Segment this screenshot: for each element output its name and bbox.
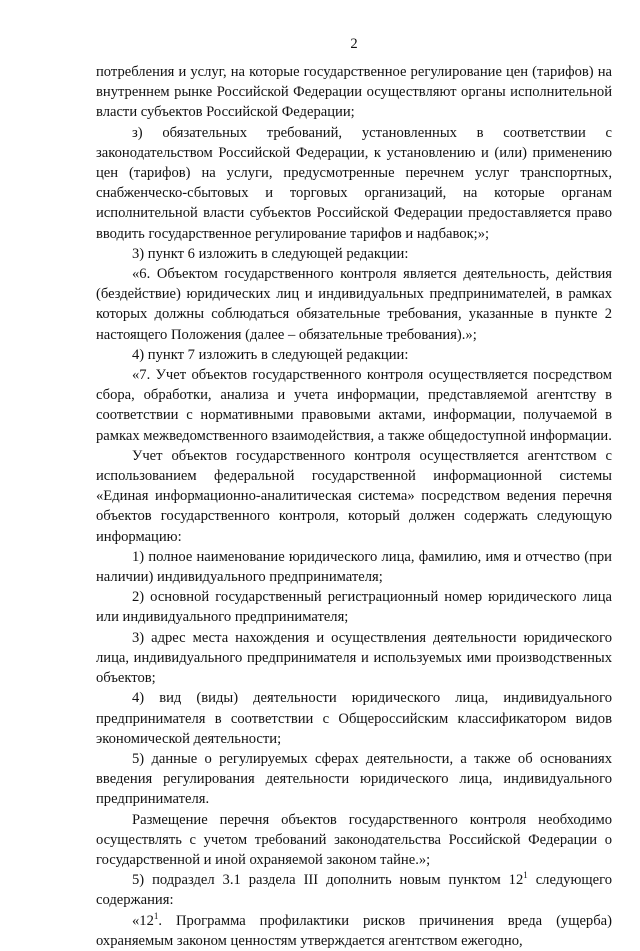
- paragraph-continuation: потребления и услуг, на которые государственное регулирование цен (тарифов) на внутреннем рынке Российской Федерации осуществляют органы исполнительной власти субъектов Российской Федерации;: [96, 64, 612, 121]
- point-12-1-superscript: 1: [153, 910, 159, 921]
- paragraph-point-6: «6. Объектом государственного контроля является деятельность, действия (бездействие) юридических лиц и индивидуальных предпринимателей, в рамках которых должны соблюдаться обязательные требования, указанные в пункте 2 настоящего Положения (далее – обязательные требования).»;: [96, 266, 612, 343]
- paragraph-point-7: «7. Учет объектов государственного контроля осуществляется посредством сбора, обработки, анализа и учета информации, представляемой агентству в соответствии с нормативными правовыми актами, информации, получаемой в рамках межведомственного взаимодействия, а также общедоступной информации.: [96, 367, 612, 444]
- list-item-1: 1) полное наименование юридического лица, фамилию, имя и отчество (при наличии) индивидуального предпринимателя;: [96, 548, 612, 586]
- item-5-text-after: следующего содержания:: [96, 872, 613, 909]
- page-number: 2: [350, 36, 358, 52]
- list-item-5: 5) данные о регулируемых сферах деятельности, а также об основаниях введения регулирования деятельности юридического лица, индивидуального предпринимателя.: [96, 750, 612, 808]
- paragraph-accounting: Учет объектов государственного контроля осуществляется агентством с использованием федеральной государственной информационной системы «Единая информационно-аналитическая система» посредством ведения перечня объектов государственного контроля, который должен содержать следующую информацию:: [96, 447, 612, 545]
- item-5-text-before: 5) подраздел 3.1 раздела III дополнить новым пунктом 12: [132, 872, 524, 889]
- paragraph-point-12-1: [96, 911, 612, 951]
- paragraph-item-3: 3) пункт 6 изложить в следующей редакции:: [132, 245, 409, 262]
- paragraph-item-4: 4) пункт 7 изложить в следующей редакции:: [132, 346, 409, 363]
- point-12-1-text-before: «12: [132, 912, 154, 929]
- point-12-1-text-after: . Программа профилактики рисков причинения вреда (ущерба) охраняемым законом ценностям утверждается агентством ежегодно,: [96, 912, 612, 949]
- paragraph-item-5: [96, 870, 612, 910]
- item-5-superscript: 1: [523, 870, 528, 881]
- list-item-3: 3) адрес места нахождения и осуществления деятельности юридического лица, индивидуального предпринимателя и используемых ими производственных объектов;: [96, 629, 612, 687]
- document-page: [96, 0, 612, 951]
- paragraph-item-z: з) обязательных требований, установленных в соответствии с законодательством Российской Федерации, к установлению и (или) применению цен (тарифов) на услуги, предусмотренные перечнем услуг транспортных, снабженческо-сбытовых и торговых организаций, на которые органам исполнительной власти субъектов Российской Федерации предоставляется право вводить государственное регулирование тарифов и надбавок;»;: [96, 124, 612, 242]
- paragraph-publication: Размещение перечня объектов государственного контроля необходимо осуществлять с учетом требований законодательства Российской Федерации о государственной и иной охраняемой законом тайне.»;: [96, 811, 612, 868]
- list-item-4: 4) вид (виды) деятельности юридического лица, индивидуального предпринимателя в соответствии с Общероссийским классификатором видов экономической деятельности;: [96, 690, 612, 747]
- list-item-2: 2) основной государственный регистрационный номер юридического лица или индивидуального предпринимателя;: [96, 589, 612, 626]
